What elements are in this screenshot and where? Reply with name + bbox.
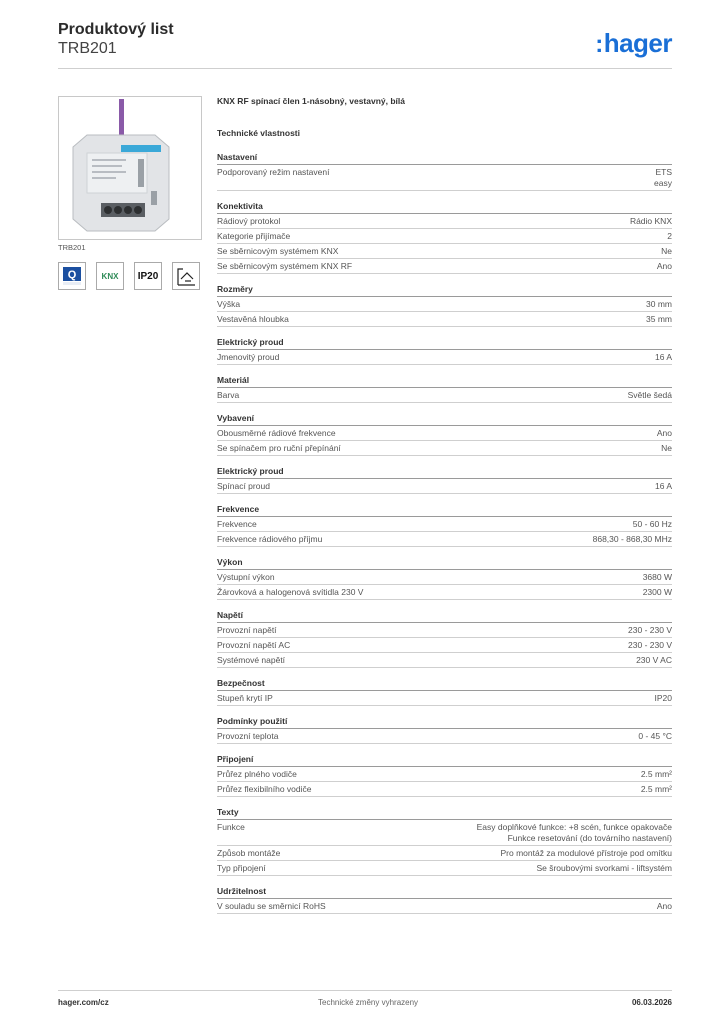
spec-value: 2300 W (642, 587, 672, 597)
photo-caption: TRB201 (58, 243, 86, 252)
section-title: Frekvence (217, 504, 672, 517)
technical-properties-title: Technické vlastnosti (217, 128, 300, 138)
spec-label: Barva (217, 390, 240, 400)
spec-label: Výška (217, 299, 241, 309)
spec-label: Frekvence (217, 519, 257, 529)
flush-mount-icon (172, 262, 200, 290)
spec-row (217, 767, 672, 782)
header-divider (58, 68, 672, 69)
spec-section (217, 557, 672, 600)
spec-label: Systémové napětí (217, 655, 286, 665)
spec-value: 3680 W (642, 572, 672, 582)
knx-logo-icon: KNX (96, 262, 124, 290)
spec-row (217, 861, 672, 876)
section-title: Výkon (217, 557, 672, 570)
footer-website: hager.com/cz (58, 998, 109, 1007)
spec-value: Ano (656, 261, 672, 271)
spec-label: Typ připojení (217, 863, 266, 873)
quality-q-icon (58, 262, 86, 290)
section-title: Udržitelnost (217, 886, 672, 899)
spec-value: Pro montáž za modulové přístroje pod omítku (500, 848, 672, 858)
spec-label: Obousměrné rádiové frekvence (217, 428, 336, 438)
spec-row (217, 441, 672, 456)
spec-section (217, 678, 672, 706)
section-title: Vybavení (217, 413, 672, 426)
spec-value: 230 - 230 V (628, 640, 672, 650)
spec-row (217, 214, 672, 229)
hager-logo: :hager (595, 28, 672, 58)
svg-text:Q: Q (67, 269, 77, 281)
spec-value: 2.5 mm² (640, 784, 672, 794)
section-title: Texty (217, 807, 672, 820)
product-code: TRB201 (58, 40, 117, 57)
spec-label: Se spínačem pro ruční přepínání (217, 443, 341, 453)
section-title: Konektivita (217, 201, 672, 214)
spec-value: 2 (667, 231, 672, 241)
spec-value: 30 mm (646, 299, 672, 309)
section-title: Připojení (217, 754, 672, 767)
spec-row (217, 846, 672, 861)
spec-label: Způsob montáže (217, 848, 281, 858)
spec-value: Ne (661, 246, 672, 256)
spec-row (217, 229, 672, 244)
spec-value: 230 V AC (636, 655, 672, 665)
spec-value: 230 - 230 V (628, 625, 672, 635)
spec-row (217, 820, 672, 846)
spec-section (217, 610, 672, 668)
spec-row (217, 479, 672, 494)
spec-row (217, 585, 672, 600)
spec-label: Provozní napětí AC (217, 640, 291, 650)
spec-value: 2.5 mm² (640, 769, 672, 779)
spec-value: 16 A (654, 352, 672, 362)
spec-sections (217, 152, 672, 914)
spec-section (217, 375, 672, 403)
spec-row (217, 729, 672, 744)
spec-value: 35 mm (646, 314, 672, 324)
spec-value: Ne (661, 443, 672, 453)
spec-section (217, 716, 672, 744)
spec-value: Se šroubovými svorkami - liftsystém (536, 863, 672, 873)
spec-section (217, 201, 672, 274)
spec-value: ETS easy (654, 167, 672, 188)
spec-row (217, 426, 672, 441)
spec-row (217, 570, 672, 585)
spec-section (217, 466, 672, 494)
section-title: Bezpečnost (217, 678, 672, 691)
spec-row (217, 244, 672, 259)
spec-row (217, 653, 672, 668)
spec-label: Průřez plného vodiče (217, 769, 297, 779)
certification-badges (58, 262, 200, 290)
spec-label: Průřez flexibilního vodiče (217, 784, 312, 794)
specifications-panel (217, 96, 672, 914)
spec-value: 50 - 60 Hz (632, 519, 672, 529)
spec-label: Se sběrnicovým systémem KNX (217, 246, 339, 256)
spec-value: Ano (656, 901, 672, 911)
spec-label: Kategorie přijímače (217, 231, 291, 241)
spec-value: Easy doplňkové funkce: +8 scén, funkce opakovače Funkce resetování (do továrního nastavení) (476, 822, 672, 843)
spec-label: Stupeň krytí IP (217, 693, 273, 703)
section-title: Rozměry (217, 284, 672, 297)
spec-section (217, 504, 672, 547)
spec-label: Funkce (217, 822, 245, 832)
spec-section (217, 754, 672, 797)
spec-value: 868,30 - 868,30 MHz (592, 534, 672, 544)
spec-value: 16 A (654, 481, 672, 491)
spec-section (217, 337, 672, 365)
spec-label: Spínací proud (217, 481, 270, 491)
spec-value: IP20 (654, 693, 672, 703)
product-name: KNX RF spínací člen 1-násobný, vestavný, bílá (217, 96, 406, 106)
spec-label: Rádiový protokol (217, 216, 281, 226)
spec-section (217, 413, 672, 456)
section-title: Materiál (217, 375, 672, 388)
spec-value: Ano (656, 428, 672, 438)
footer-date: 06.03.2026 (631, 998, 672, 1007)
spec-label: Se sběrnicovým systémem KNX RF (217, 261, 353, 271)
spec-row (217, 899, 672, 914)
product-photo (58, 96, 202, 240)
section-title: Elektrický proud (217, 466, 672, 479)
spec-label: V souladu se směrnicí RoHS (217, 901, 326, 911)
section-title: Napětí (217, 610, 672, 623)
spec-label: Frekvence rádiového příjmu (217, 534, 323, 544)
spec-label: Vestavěná hloubka (217, 314, 289, 324)
spec-label: Jmenovitý proud (217, 352, 280, 362)
spec-row (217, 388, 672, 403)
spec-row (217, 350, 672, 365)
spec-section (217, 152, 672, 191)
spec-row (217, 782, 672, 797)
spec-value: 0 - 45 °C (638, 731, 672, 741)
spec-label: Provozní teplota (217, 731, 279, 741)
section-title: Podmínky použití (217, 716, 672, 729)
page-header (58, 20, 174, 58)
spec-row (217, 312, 672, 327)
footer-divider (58, 990, 672, 991)
spec-row (217, 517, 672, 532)
spec-value: Rádio KNX (629, 216, 672, 226)
spec-row (217, 165, 672, 191)
footer-note: Technické změny vyhrazeny (318, 998, 419, 1007)
spec-label: Výstupní výkon (217, 572, 275, 582)
section-title: Nastavení (217, 152, 672, 165)
spec-label: Provozní napětí (217, 625, 277, 635)
spec-row (217, 297, 672, 312)
section-title: Elektrický proud (217, 337, 672, 350)
product-image-icon (59, 97, 201, 239)
spec-row (217, 259, 672, 274)
spec-row (217, 691, 672, 706)
ip20-icon: IP20 (134, 262, 162, 290)
spec-section (217, 807, 672, 876)
spec-label: Podporovaný režim nastavení (217, 167, 330, 177)
spec-row (217, 532, 672, 547)
spec-value: Světle šedá (627, 390, 672, 400)
spec-row (217, 623, 672, 638)
spec-section (217, 284, 672, 327)
page-title: Produktový list (58, 21, 174, 38)
spec-label: Žárovková a halogenová svítidla 230 V (217, 587, 364, 597)
spec-section (217, 886, 672, 914)
spec-row (217, 638, 672, 653)
